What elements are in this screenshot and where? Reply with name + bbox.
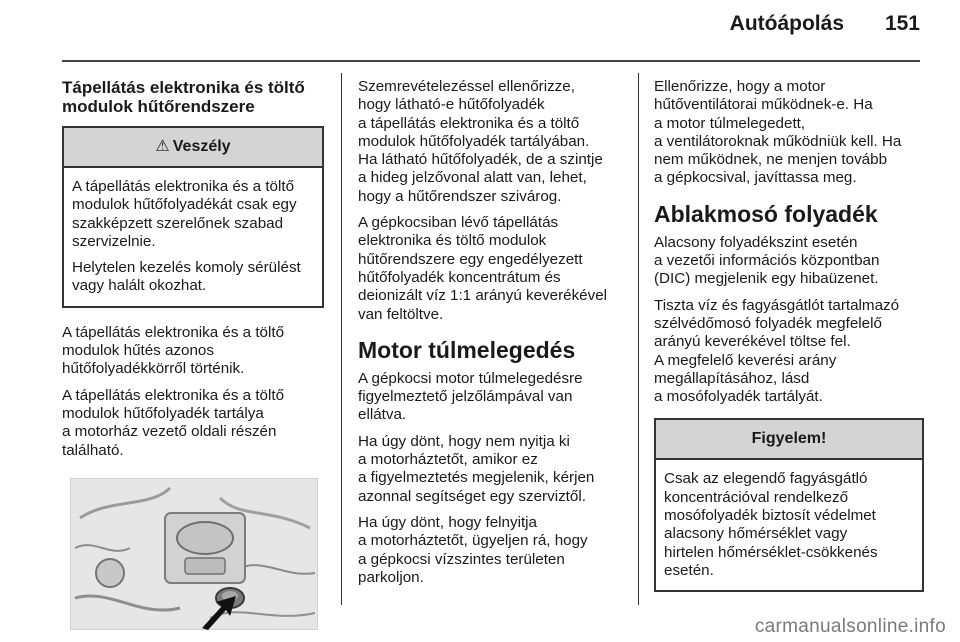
notice-paragraph: Csak az elegendő fagyásgátló koncentrációval rendelkező mosófolyadék biztosít védelmet alacsony hőmérséklet vagy hirtelen hőmérséklet-csökkenés esetén. bbox=[664, 470, 878, 579]
running-header-title: Autóápolás bbox=[729, 12, 844, 35]
body-paragraph: Ellenőrizze, hogy a motor hűtőventilátorai működnek-e. Ha a motor túlmelegedett, a ventilátoroknak működniük kell. Ha nem működnek, ne menjen tovább a gépkocsival, javíttassa meg. bbox=[654, 78, 902, 187]
section-heading-washer-fluid: Ablakmosó folyadék bbox=[654, 200, 878, 227]
notice-box bbox=[654, 418, 924, 592]
notice-title: Figyelem! bbox=[751, 430, 827, 448]
body-paragraph: Szemrevételezéssel ellenőrizze, hogy látható-e hűtőfolyadék a tápellátás elektronika és a töltő modulok hűtőfolyadék tartályában. Ha látható hűtőfolyadék, de a szintje a hideg jelzővonal alatt van, lehet, hogy a hűtőrendszer szivárog. bbox=[358, 78, 603, 205]
body-paragraph: A gépkocsiban lévő tápellátás elektronika és töltő modulok hűtőrendszere egy engedélyezett hűtőfolyadék koncentrátum és deionizált víz 1:1 arányú keverékével van feltöltve. bbox=[358, 214, 608, 323]
column-3 bbox=[654, 78, 924, 608]
section-heading-overheating: Motor túlmelegedés bbox=[358, 336, 576, 363]
column-2 bbox=[358, 78, 633, 595]
body-paragraph: Ha úgy dönt, hogy nem nyitja ki a motorháztetőt, amikor ez a figyelmeztetés megjelenik, kérjen azonnal segítséget egy szerviztől. bbox=[358, 432, 595, 505]
watermark: carmanualsonline.info bbox=[754, 616, 946, 637]
danger-title: Veszély bbox=[172, 137, 231, 155]
danger-paragraph: Helytelen kezelés komoly sérülést vagy halált okozhat. bbox=[72, 259, 301, 295]
warning-triangle-icon: ⚠ bbox=[155, 137, 170, 155]
danger-paragraph: A tápellátás elektronika és a töltő modulok hűtőfolyadékát csak egy szakképzett szerelőnek szabad szervizelnie. bbox=[72, 178, 297, 250]
body-paragraph: Ha úgy dönt, hogy felnyitja a motorháztetőt, ügyeljen rá, hogy a gépkocsi vízszintes területen parkoljon. bbox=[358, 513, 588, 586]
body-paragraph: A gépkocsi motor túlmelegedésre figyelmeztető jelzőlámpával van ellátva. bbox=[358, 369, 583, 424]
column-divider-1 bbox=[341, 73, 342, 605]
notice-box-header bbox=[656, 420, 922, 460]
engine-compartment-illustration bbox=[70, 478, 318, 630]
danger-box bbox=[62, 126, 324, 308]
notice-box-body bbox=[656, 460, 922, 590]
body-paragraph: Alacsony folyadékszint esetén a vezetői információs központban (DIC) megjelenik egy hibaüzenet. bbox=[654, 233, 880, 288]
danger-box-header bbox=[64, 128, 322, 168]
header-rule bbox=[62, 60, 920, 62]
body-paragraph: Tiszta víz és fagyásgátlót tartalmazó szélvédőmosó folyadék megfelelő arányú keverékével töltse fel. A megfelelő keverési arány megállapításához, lásd a mosófolyadék tartályát. bbox=[654, 296, 900, 406]
column-divider-2 bbox=[638, 73, 639, 605]
body-paragraph: A tápellátás elektronika és a töltő modulok hűtőfolyadék tartálya a motorház vezető oldali részén található. bbox=[62, 386, 285, 459]
danger-box-body bbox=[64, 168, 322, 306]
page-number: 151 bbox=[884, 12, 920, 35]
body-paragraph: A tápellátás elektronika és a töltő modulok hűtés azonos hűtőfolyadékkörről történik. bbox=[62, 323, 285, 378]
section-heading-cooling: Tápellátás elektronika és töltő modulok hűtőrendszere bbox=[62, 78, 305, 116]
column-1 bbox=[62, 78, 324, 635]
